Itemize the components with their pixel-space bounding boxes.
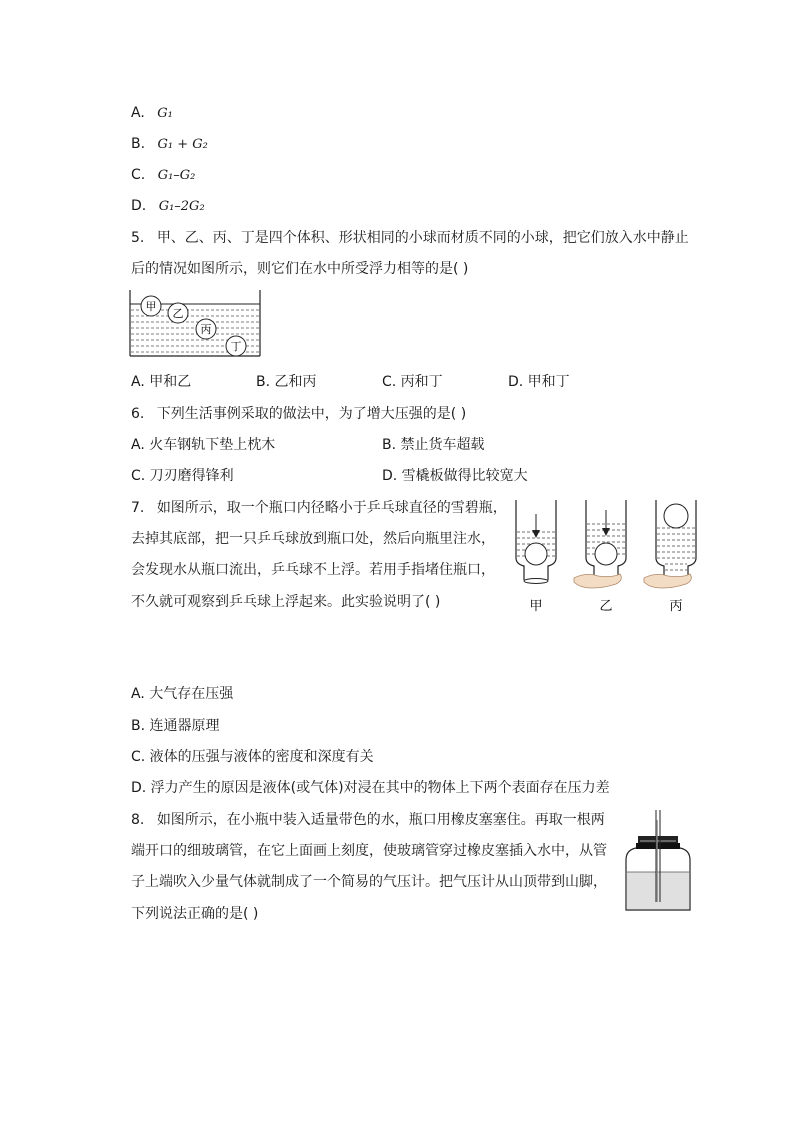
option-letter: C. xyxy=(131,167,146,183)
ball-bing xyxy=(196,319,216,339)
q8-stem-line4: 下列说法正确的是( ) xyxy=(131,906,259,922)
option-expression: G₁–2G₂ xyxy=(158,199,205,214)
bottle-bing xyxy=(644,500,696,588)
q5-option-d[interactable]: D. 甲和丁 xyxy=(508,374,570,390)
q7-option-c[interactable]: C. 液体的压强与液体的密度和深度有关 xyxy=(131,749,374,765)
q4-option-b[interactable] xyxy=(131,134,208,155)
question-text: 甲、乙、丙、丁是四个体积、形状相同的小球而材质不同的小球，把它们放入水中静止 xyxy=(156,230,689,246)
q5-stem-line2: 后的情况如图所示，则它们在水中所受浮力相等的是( ) xyxy=(131,261,469,277)
q5-option-a[interactable]: A. 甲和乙 xyxy=(131,374,192,390)
q5-stem-line1 xyxy=(131,228,689,248)
q7-option-a[interactable]: A. 大气存在压强 xyxy=(131,686,234,702)
q6-option-a[interactable]: A. 火车钢轨下垫上枕木 xyxy=(131,437,276,453)
q8-stem-line2: 端开口的细玻璃管，在它上面画上刻度，使玻璃管穿过橡皮塞插入水中，从管 xyxy=(131,843,607,859)
ball-jia xyxy=(141,296,161,316)
finger-icon xyxy=(574,574,621,588)
option-letter: A. xyxy=(131,105,145,121)
q5-option-b[interactable]: B. 乙和丙 xyxy=(256,374,317,390)
q7-stem-line4: 不久就可观察到乒乓球上浮起来。此实验说明了( ) xyxy=(131,594,441,610)
label-bing: 丙 xyxy=(669,599,683,614)
question-number: 7. xyxy=(131,500,145,516)
question-text: 如图所示，取一个瓶口内径略小于乒乓球直径的雪碧瓶， xyxy=(156,500,507,516)
q7-stem-line3: 会发现水从瓶口流出，乒乓球不上浮。若用手指堵住瓶口， xyxy=(131,562,495,578)
ball-ding xyxy=(226,336,246,356)
svg-text:丁: 丁 xyxy=(230,340,242,353)
label-yi: 乙 xyxy=(599,599,613,614)
question-number: 8. xyxy=(131,812,145,828)
q7-option-d[interactable]: D. 浮力产生的原因是液体(或气体)对浸在其中的物体上下两个表面存在压力差 xyxy=(131,780,610,796)
option-expression: G₁ xyxy=(157,106,173,121)
q7-figure-bottles xyxy=(508,498,708,618)
question-text: 下列生活事例采取的做法中，为了增大压强的是( ) xyxy=(156,406,467,422)
q6-stem xyxy=(131,404,466,424)
option-letter: D. xyxy=(131,198,147,214)
q6-option-c[interactable]: C. 刀刃磨得锋利 xyxy=(131,468,234,484)
q4-option-c[interactable] xyxy=(131,165,195,186)
q5-figure-water-tank xyxy=(129,290,261,358)
q6-option-d[interactable]: D. 雪橇板做得比较宽大 xyxy=(382,468,528,484)
option-expression: G₁ + G₂ xyxy=(157,137,208,152)
q5-option-c[interactable]: C. 丙和丁 xyxy=(382,374,443,390)
svg-text:甲: 甲 xyxy=(145,300,157,313)
option-expression: G₁–G₂ xyxy=(157,168,196,183)
option-letter: B. xyxy=(131,136,146,152)
finger-icon xyxy=(644,574,691,588)
question-text: 如图所示，在小瓶中装入适量带色的水，瓶口用橡皮塞塞住。再取一根两 xyxy=(156,812,605,828)
svg-text:乙: 乙 xyxy=(172,307,184,320)
label-jia: 甲 xyxy=(529,599,543,614)
question-number: 6. xyxy=(131,406,145,422)
question-number: 5. xyxy=(131,230,145,246)
q8-figure-barometer xyxy=(620,810,696,914)
q4-option-a[interactable] xyxy=(131,103,173,124)
q8-stem-line1 xyxy=(131,810,605,830)
ball-yi xyxy=(168,303,188,323)
bottle-jia xyxy=(516,500,556,584)
q8-stem-line3: 子上端吹入少量气体就制成了一个简易的气压计。把气压计从山顶带到山脚， xyxy=(131,874,607,890)
q7-stem-line2: 去掉其底部，把一只乒乓球放到瓶口处，然后向瓶里注水， xyxy=(131,531,495,547)
q7-stem-line1 xyxy=(131,498,507,518)
svg-text:丙: 丙 xyxy=(200,323,212,336)
q7-option-b[interactable]: B. 连通器原理 xyxy=(131,718,220,734)
bottle-yi xyxy=(574,500,626,588)
q4-option-d[interactable] xyxy=(131,196,205,217)
q6-option-b[interactable]: B. 禁止货车超载 xyxy=(382,437,485,453)
